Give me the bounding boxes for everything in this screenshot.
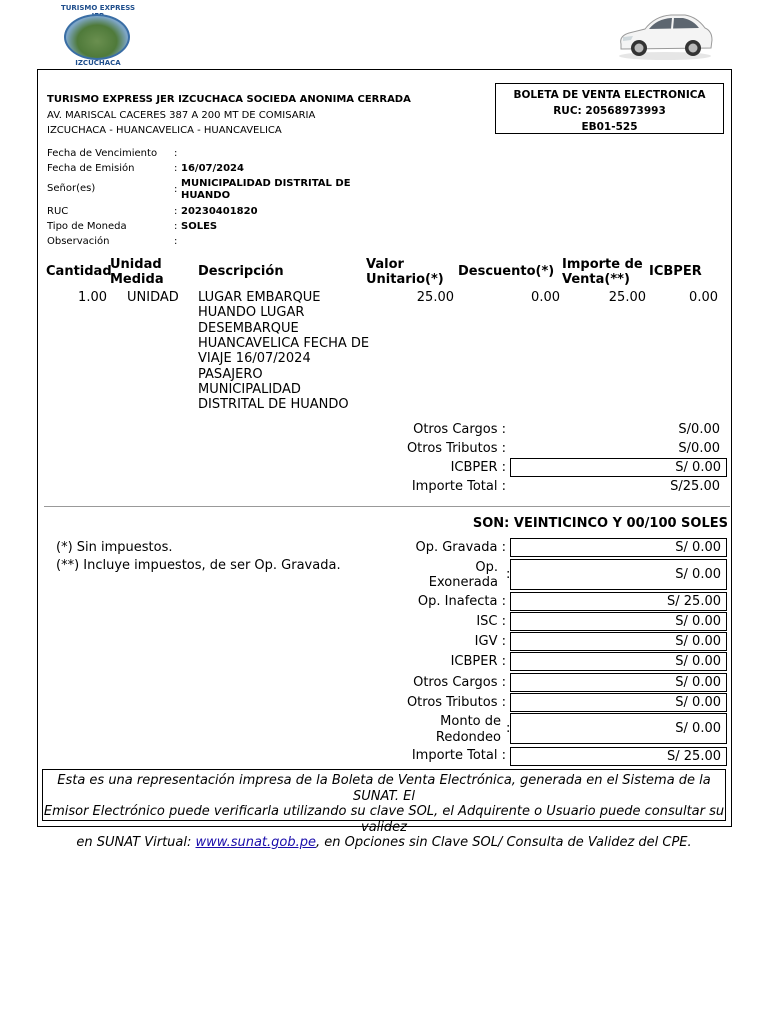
header-importe-line1: Importe de (562, 257, 643, 272)
row-descuento: 0.00 (531, 290, 560, 305)
icbper-label: ICBPER : (450, 460, 506, 475)
emision-value: 16/07/2024 (181, 163, 244, 174)
vencimiento-label: Fecha de Vencimiento (47, 148, 158, 159)
igv-label: IGV : (474, 634, 506, 649)
icbper-value: S/ 0.00 (510, 458, 727, 477)
footer-line2: Emisor Electrónico puede verificarla utilizando su clave SOL, el Adquirente o Usuario puede consultar su validez (43, 804, 725, 835)
redondeo-label-line2: Redondeo (435, 730, 501, 745)
row-descripcion-line: HUANDO LUGAR (198, 305, 305, 320)
boleta-number: EB01-525 (581, 121, 638, 133)
row-descripcion-line: DESEMBARQUE (198, 321, 299, 336)
car-icon (615, 4, 715, 62)
otros-cargos-label: Otros Cargos : (413, 422, 506, 437)
senor-value-line2: HUANDO (181, 190, 231, 201)
boleta-ruc: RUC: 20568973993 (553, 105, 666, 117)
observacion-label: Observación (47, 236, 110, 247)
row-unidad: UNIDAD (127, 290, 179, 305)
row-descripcion-line: DISTRITAL DE HUANDO (198, 397, 349, 412)
observacion-colon: : (174, 236, 178, 247)
emision-colon: : (174, 163, 178, 174)
otros-tributos-value: S/0.00 (678, 441, 720, 456)
footer-text-b: , en Opciones sin Clave SOL/ Consulta de Validez del CPE. (316, 835, 692, 850)
row-descripcion-line: LUGAR EMBARQUE (198, 290, 321, 305)
otros-cargos-value: S/0.00 (678, 422, 720, 437)
exonerada-label-line2: Exonerada (428, 575, 498, 590)
footer-text-a: en SUNAT Virtual: (76, 835, 196, 850)
vencimiento-colon: : (174, 148, 178, 159)
otros-cargos2-value: S/ 0.00 (510, 673, 727, 692)
logo-top-text: TURISMO EXPRESS (60, 4, 136, 12)
senor-colon: : (174, 184, 178, 195)
company-name: TURISMO EXPRESS JER IZCUCHACA SOCIEDA ANONIMA CERRADA (47, 94, 411, 105)
otros-cargos2-label: Otros Cargos : (413, 675, 506, 690)
row-valor: 25.00 (416, 290, 454, 305)
exonerada-value: S/ 0.00 (510, 559, 727, 590)
icbper2-label: ICBPER : (450, 654, 506, 669)
header-valor-line2: Unitario(*) (366, 272, 444, 287)
otros-tributos-label: Otros Tributos : (406, 441, 506, 456)
header-unidad-line2: Medida (110, 272, 164, 287)
gravada-label: Op. Gravada : (415, 540, 506, 555)
logo-bottom-text: IZCUCHACA (75, 59, 121, 67)
importe-total2-value: S/ 25.00 (510, 747, 727, 766)
isc-label: ISC : (476, 614, 506, 629)
note-incluye-impuestos: (**) Incluye impuestos, de ser Op. Gravada. (56, 558, 341, 573)
igv-value: S/ 0.00 (510, 632, 727, 651)
senor-label: Señor(es) (47, 183, 96, 194)
moneda-colon: : (174, 221, 178, 232)
importe-total-label: Importe Total : (411, 479, 506, 494)
row-descripcion-line: PASAJERO (198, 367, 263, 382)
header-unidad-line1: Unidad (110, 257, 162, 272)
footer-line1: Esta es una representación impresa de la Boleta de Venta Electrónica, generada en el Sistema de la SUNAT. El (57, 773, 711, 804)
note-sin-impuestos: (*) Sin impuestos. (56, 540, 173, 555)
emision-label: Fecha de Emisión (47, 163, 135, 174)
redondeo-value: S/ 0.00 (510, 713, 727, 744)
logo-landscape-icon (64, 14, 130, 60)
sunat-link[interactable]: www.sunat.gob.pe (195, 835, 317, 850)
senor-value-line1: MUNICIPALIDAD DISTRITAL DE (181, 178, 351, 189)
exonerada-label-line1: Op. (475, 560, 498, 575)
header-valor-line1: Valor (366, 257, 404, 272)
isc-value: S/ 0.00 (510, 612, 727, 631)
divider (44, 506, 730, 507)
company-location: IZCUCHACA - HUANCAVELICA - HUANCAVELICA (47, 125, 282, 136)
icbper2-value: S/ 0.00 (510, 652, 727, 671)
ruc-label: RUC (47, 206, 69, 217)
moneda-label: Tipo de Moneda (47, 221, 127, 232)
row-cantidad: 1.00 (78, 290, 107, 305)
redondeo-colon: : (506, 721, 511, 736)
importe-total2-label: Importe Total : (411, 748, 506, 763)
importe-total-value: S/25.00 (670, 479, 720, 494)
header-cantidad: Cantidad (46, 264, 112, 279)
ruc-value: 20230401820 (181, 206, 258, 217)
row-descripcion-line: HUANCAVELICA FECHA DE (198, 336, 370, 351)
boleta-box (495, 83, 724, 134)
footer-line3 (43, 835, 725, 851)
boleta-title: BOLETA DE VENTA ELECTRONICA (513, 89, 706, 101)
inafecta-label: Op. Inafecta : (417, 594, 506, 609)
header-descripcion: Descripción (198, 264, 284, 279)
header-descuento: Descuento(*) (458, 264, 555, 279)
amount-in-words: SON: VEINTICINCO Y 00/100 SOLES (472, 516, 728, 531)
redondeo-label-line1: Monto de (440, 714, 501, 729)
row-descripcion-line: MUNICIPALIDAD (198, 382, 301, 397)
ruc-colon: : (174, 206, 178, 217)
header-importe-line2: Venta(**) (562, 272, 630, 287)
company-address: AV. MARISCAL CACERES 387 A 200 MT DE COMISARIA (47, 110, 316, 121)
legal-footer (42, 769, 726, 850)
otros-tributos2-value: S/ 0.00 (510, 693, 727, 712)
exonerada-colon: : (506, 567, 511, 582)
otros-tributos2-label: Otros Tributos : (406, 695, 506, 710)
gravada-value: S/ 0.00 (510, 538, 727, 557)
inafecta-value: S/ 25.00 (510, 592, 727, 611)
header-icbper: ICBPER (649, 264, 702, 279)
moneda-value: SOLES (181, 221, 218, 232)
row-descripcion-line: VIAJE 16/07/2024 (198, 351, 311, 366)
company-logo (56, 4, 140, 68)
row-icbper: 0.00 (689, 290, 718, 305)
row-importe: 25.00 (608, 290, 646, 305)
